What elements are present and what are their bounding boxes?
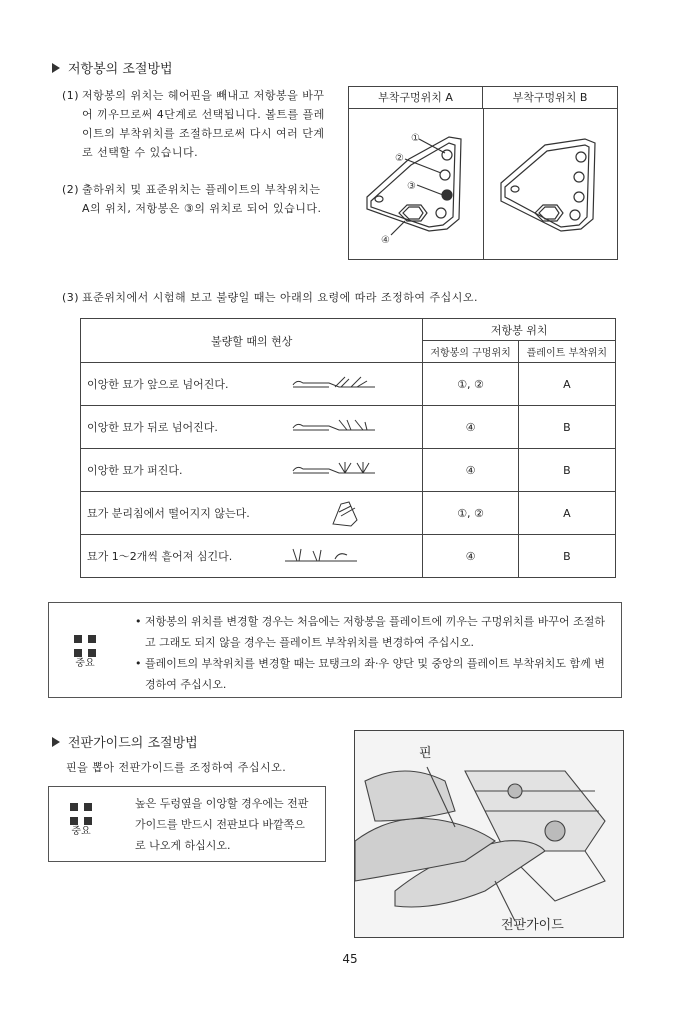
figure-label-a: 부착구멍위치 A [349, 87, 483, 109]
paragraph-2 [62, 180, 330, 218]
important-label: 중요 [75, 658, 95, 669]
seedling-sketch-spread [289, 459, 379, 481]
important-badge [71, 635, 99, 671]
important-icon [74, 635, 96, 657]
label-pin: 핀 [419, 746, 432, 761]
plate-b-drawing [501, 139, 595, 231]
section-title-text: 저항봉의 조절방법 [68, 62, 173, 77]
table-row [81, 363, 616, 406]
paragraph-3 [62, 288, 662, 307]
section2-text: 핀을 뽑아 전판가이드를 조정하여 주십시오. [66, 761, 287, 774]
hole-value: ④ [423, 406, 518, 449]
marker-2: ② [395, 153, 404, 164]
note-text: 높은 두렁옆을 이앙할 경우에는 전판가이드를 반드시 전판보다 바깥쪽으로 나오게 하십시오. [135, 797, 309, 852]
plate-value: B [518, 449, 615, 492]
hole-value: ④ [423, 535, 518, 578]
seedling-sketch-stuck [327, 498, 367, 528]
hole-value: ①, ② [423, 492, 518, 535]
plate-drawings [349, 109, 617, 259]
paragraph-text: 출하위치 및 표준위치는 플레이트의 부착위치는 A의 위치, 저항봉은 ③의 위치로 되어 있습니다. [82, 183, 322, 215]
seedling-sketch-backward [289, 416, 379, 438]
symptom-text: 이앙한 묘가 뒤로 넘어진다. [87, 421, 218, 434]
symptom-text: 이앙한 묘가 앞으로 넘어진다. [87, 378, 229, 391]
header-symptom: 불량할 때의 현상 [81, 319, 423, 363]
paragraph-number: (2) [62, 183, 80, 196]
note-item [135, 653, 611, 695]
header-hole: 저항봉의 구멍위치 [423, 341, 518, 363]
marker-3: ③ [407, 181, 416, 192]
marker-4: ④ [381, 235, 390, 246]
note-item-text: 저항봉의 위치를 변경할 경우는 처음에는 저항봉을 플레이트에 끼우는 구멍위치를 바꾸어 조절하고 그래도 되지 않을 경우는 플레이트 부착위치를 변경하여 주십시오. [145, 615, 606, 649]
note-item-text: 플레이트의 부착위치를 변경할 때는 묘탱크의 좌·우 양단 및 중앙의 플레이트 부착위치도 함께 변경하여 주십시오. [145, 657, 605, 691]
table-row [81, 449, 616, 492]
table-row [81, 492, 616, 535]
important-icon [70, 803, 92, 825]
header-plate: 플레이트 부착위치 [518, 341, 615, 363]
symptom-text: 묘가 1～2개씩 흩어져 심긴다. [87, 550, 233, 563]
plate-value: B [518, 406, 615, 449]
seedling-sketch-scattered [281, 545, 361, 567]
symptom-text: 이앙한 묘가 퍼진다. [87, 464, 183, 477]
header-position: 저항봉 위치 [423, 319, 616, 341]
important-label: 중요 [71, 826, 91, 837]
paragraph-number: (3) [62, 291, 80, 304]
section-title-resistance-rod [52, 58, 173, 77]
plate-position-figure [348, 86, 618, 260]
important-badge [67, 803, 95, 839]
plate-value: B [518, 535, 615, 578]
note-item [135, 611, 611, 653]
adjustment-table [80, 318, 616, 578]
plate-value: A [518, 363, 615, 406]
front-guide-illustration [355, 731, 623, 937]
page-number: 45 [342, 952, 358, 966]
label-front-guide: 전판가이드 [501, 918, 564, 933]
paragraph-1 [62, 86, 330, 162]
hole-value: ④ [423, 449, 518, 492]
figure-label-b: 부착구멍위치 B [483, 87, 617, 109]
bullet-icon: • [135, 657, 142, 670]
hole-value: ①, ② [423, 363, 518, 406]
front-guide-photo [354, 730, 624, 938]
symptom-text: 묘가 분리침에서 떨어지지 않는다. [87, 507, 250, 520]
paragraph-text: 표준위치에서 시험해 보고 불량일 때는 아래의 요령에 따라 조정하여 주십시오. [82, 291, 478, 304]
important-note-1 [48, 602, 622, 698]
seedling-sketch-forward [289, 373, 379, 395]
table-row [81, 535, 616, 578]
plate-value: A [518, 492, 615, 535]
bullet-icon: • [135, 615, 142, 628]
table-row [81, 406, 616, 449]
important-note-2 [48, 786, 326, 862]
paragraph-number: (1) [62, 89, 80, 102]
triangle-bullet-icon [52, 63, 60, 73]
triangle-bullet-icon [52, 737, 60, 747]
section-title-text: 전판가이드의 조절방법 [68, 736, 198, 751]
marker-1: ① [411, 133, 420, 144]
section-title-front-guide [52, 732, 198, 751]
paragraph-text: 저항봉의 위치는 헤어핀을 빼내고 저항봉을 바꾸어 끼우므로써 4단계로 선택됩니다. 볼트를 플레이트의 부착위치를 조절하므로써 다시 여러 단계로 선택할 수 있습니다. [82, 89, 325, 159]
